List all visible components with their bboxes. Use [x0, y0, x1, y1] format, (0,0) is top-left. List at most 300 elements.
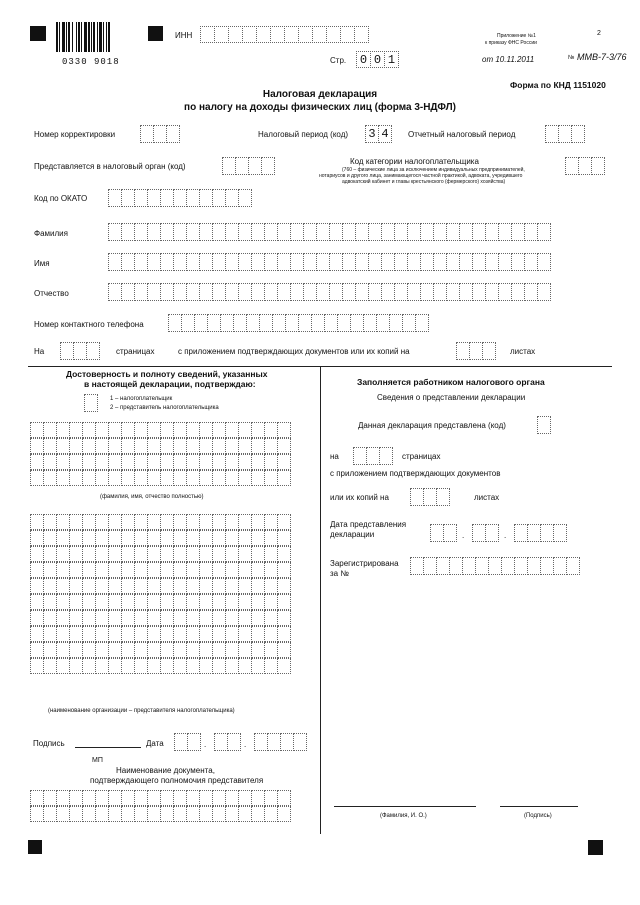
input-cell: [160, 223, 174, 241]
pages-count-cells[interactable]: [60, 342, 99, 360]
input-cell: [472, 223, 486, 241]
barcode-bar: [68, 22, 70, 52]
input-cell: [147, 514, 161, 530]
submission-year-cells[interactable]: [514, 524, 566, 542]
input-cell: [251, 514, 265, 530]
input-cell: [251, 578, 265, 594]
input-cell: [342, 253, 356, 271]
input-cell: [199, 283, 213, 301]
input-cell: [43, 790, 57, 806]
input-cell: [95, 806, 109, 822]
input-cell: [69, 626, 83, 642]
input-cell: [277, 454, 291, 470]
input-cell: [121, 470, 135, 486]
input-cell: [108, 546, 122, 562]
input-cell: [168, 314, 182, 332]
input-cell: [199, 610, 213, 626]
input-cell: [160, 578, 174, 594]
input-cell: [420, 253, 434, 271]
input-cell: [251, 642, 265, 658]
input-cell: [207, 314, 221, 332]
input-cell: [108, 189, 122, 207]
surname-cells[interactable]: [108, 223, 550, 241]
tax-period-cells[interactable]: [365, 125, 391, 143]
input-cell: [134, 790, 148, 806]
input-cell: [69, 578, 83, 594]
doc-line1: Наименование документа,: [116, 766, 215, 775]
input-cell: [30, 422, 44, 438]
input-cell: [160, 658, 174, 674]
reporting-period-cells[interactable]: [545, 125, 584, 143]
input-cell: [498, 283, 512, 301]
input-cell: [311, 314, 325, 332]
submitted-code-cells[interactable]: [537, 416, 550, 434]
input-cell: [225, 610, 239, 626]
input-cell: [147, 546, 161, 562]
input-cell: [43, 562, 57, 578]
annex-page: 2: [597, 30, 601, 37]
submitted-label: Данная декларация представлена (код): [358, 421, 506, 430]
input-cell: [121, 790, 135, 806]
input-cell: [56, 422, 70, 438]
input-cell: [56, 470, 70, 486]
tax-period-digit: 3: [365, 125, 379, 143]
authority-fio-caption: (Фамилия, И. О.): [380, 813, 427, 819]
input-cell: [95, 610, 109, 626]
submission-day-cells[interactable]: [430, 524, 456, 542]
right-pages-cells[interactable]: [353, 447, 392, 465]
input-cell: [251, 530, 265, 546]
okato-cells[interactable]: [108, 189, 251, 207]
input-cell: [433, 253, 447, 271]
grid-row: [30, 658, 290, 672]
input-cell: [95, 546, 109, 562]
input-cell: [134, 658, 148, 674]
input-cell: [82, 806, 96, 822]
attachments-label: с приложением подтверждающих документов или их копий на: [178, 347, 410, 356]
input-cell: [233, 314, 247, 332]
page-digit: 1: [384, 51, 399, 68]
date-year-cells[interactable]: [254, 733, 306, 751]
barcode-bar: [88, 22, 90, 52]
input-cell: [30, 438, 44, 454]
barcode-bar: [78, 22, 80, 52]
input-cell: [277, 610, 291, 626]
submission-date-label: Дата представления: [330, 520, 407, 529]
input-cell: [82, 578, 96, 594]
input-cell: [285, 314, 299, 332]
input-cell: [246, 314, 260, 332]
date-day-cells[interactable]: [174, 733, 200, 751]
name-cells[interactable]: [108, 253, 550, 271]
input-cell: [30, 790, 44, 806]
input-cell: [251, 422, 265, 438]
input-cell: [537, 283, 551, 301]
input-cell: [225, 578, 239, 594]
input-cell: [43, 578, 57, 594]
input-cell: [173, 253, 187, 271]
input-cell: [82, 454, 96, 470]
input-cell: [329, 283, 343, 301]
input-cell: [43, 594, 57, 610]
grid-row: [30, 578, 290, 592]
input-cell: [186, 546, 200, 562]
mp-label: МП: [92, 757, 103, 764]
page-digit: 0: [370, 51, 385, 68]
input-cell: [69, 454, 83, 470]
input-cell: [199, 530, 213, 546]
input-cell: [173, 642, 187, 658]
input-cell: [381, 253, 395, 271]
input-cell: [69, 530, 83, 546]
input-cell: [147, 562, 161, 578]
sheets-count-cells[interactable]: [456, 342, 495, 360]
input-cell: [212, 223, 226, 241]
input-cell: [173, 470, 187, 486]
barcode-bar: [99, 22, 102, 52]
input-cell: [537, 253, 551, 271]
input-cell: [108, 594, 122, 610]
doc-line2: подтверждающего полномочия представителя: [90, 776, 264, 785]
authority-fio-line[interactable]: [334, 806, 476, 807]
input-cell: [95, 530, 109, 546]
input-cell: [394, 223, 408, 241]
signature-line[interactable]: [75, 747, 141, 748]
input-cell: [121, 562, 135, 578]
input-cell: [277, 578, 291, 594]
input-cell: [251, 253, 265, 271]
input-cell: [173, 658, 187, 674]
input-cell: [186, 642, 200, 658]
input-cell: [459, 283, 473, 301]
input-cell: [212, 610, 226, 626]
input-cell: [134, 562, 148, 578]
grid-row: [30, 806, 290, 820]
input-cell: [147, 189, 161, 207]
input-cell: [251, 658, 265, 674]
phone-label: Номер контактного телефона: [34, 320, 144, 329]
correction-label: Номер корректировки: [34, 130, 116, 139]
input-cell: [389, 314, 403, 332]
input-cell: [462, 557, 476, 575]
input-cell: [303, 253, 317, 271]
input-cell: [264, 610, 278, 626]
input-cell: [368, 253, 382, 271]
authority-signature-line[interactable]: [500, 806, 578, 807]
taxpayer-category-note: (760 – физические лица за исключением индивидуальных предпринимателей,: [342, 167, 525, 173]
input-cell: [56, 438, 70, 454]
input-cell: [277, 283, 291, 301]
inn-cells[interactable]: [200, 26, 368, 43]
input-cell: [485, 283, 499, 301]
input-cell: [56, 562, 70, 578]
input-cell: [446, 283, 460, 301]
input-cell: [415, 314, 429, 332]
input-cell: [160, 594, 174, 610]
input-cell: [212, 658, 226, 674]
patronymic-cells[interactable]: [108, 283, 550, 301]
correction-cells[interactable]: [140, 125, 179, 143]
input-cell: [199, 189, 213, 207]
input-cell: [186, 470, 200, 486]
input-cell: [186, 626, 200, 642]
input-cell: [238, 223, 252, 241]
input-cell: [160, 189, 174, 207]
input-cell: [225, 438, 239, 454]
org-caption: (наименование организации – представителя налогоплательщика): [48, 708, 235, 714]
submission-month-cells[interactable]: [472, 524, 498, 542]
input-cell: [147, 790, 161, 806]
input-cell: [511, 283, 525, 301]
input-cell: [394, 253, 408, 271]
page-number-cells[interactable]: [356, 51, 398, 68]
input-cell: [407, 283, 421, 301]
input-cell: [264, 642, 278, 658]
input-cell: [95, 642, 109, 658]
representative-org-grid[interactable]: [30, 514, 290, 674]
grid-row: [30, 514, 290, 528]
input-cell: [368, 283, 382, 301]
signer-type-cell[interactable]: [84, 394, 97, 412]
input-cell: [225, 223, 239, 241]
input-cell: [264, 658, 278, 674]
input-cell: [199, 422, 213, 438]
input-cell: [199, 546, 213, 562]
input-cell: [337, 314, 351, 332]
barcode-bar: [76, 22, 77, 52]
input-cell: [212, 530, 226, 546]
input-cell: [329, 223, 343, 241]
input-cell: [43, 658, 57, 674]
input-cell: [277, 223, 291, 241]
input-cell: [407, 223, 421, 241]
input-cell: [173, 422, 187, 438]
name-label: Имя: [34, 259, 50, 268]
barcode-number: 0330 9018: [62, 57, 120, 67]
input-cell: [69, 546, 83, 562]
input-cell: [160, 283, 174, 301]
input-cell: [212, 283, 226, 301]
input-cell: [225, 594, 239, 610]
input-cell: [82, 790, 96, 806]
input-cell: [121, 806, 135, 822]
input-cell: [433, 283, 447, 301]
input-cell: [30, 610, 44, 626]
order-date: от 10.11.2011: [482, 55, 535, 64]
input-cell: [277, 514, 291, 530]
date-month-cells[interactable]: [214, 733, 240, 751]
input-cell: [277, 253, 291, 271]
registration-number-cells[interactable]: [410, 557, 579, 575]
input-cell: [498, 253, 512, 271]
input-cell: [30, 454, 44, 470]
input-cell: [264, 578, 278, 594]
input-cell: [95, 438, 109, 454]
input-cell: [290, 283, 304, 301]
input-cell: [134, 189, 148, 207]
input-cell: [43, 626, 57, 642]
input-cell: [238, 253, 252, 271]
annex-line1: Приложение №1: [497, 33, 536, 39]
representative-fio-grid[interactable]: [30, 422, 290, 486]
input-cell: [277, 806, 291, 822]
input-cell: [527, 557, 541, 575]
input-cell: [160, 253, 174, 271]
input-cell: [147, 578, 161, 594]
input-cell: [56, 610, 70, 626]
barcode: [56, 22, 136, 54]
input-cell: [316, 253, 330, 271]
barcode-bar: [62, 22, 65, 52]
input-cell: [121, 454, 135, 470]
input-cell: [303, 223, 317, 241]
input-cell: [134, 438, 148, 454]
input-cell: [524, 253, 538, 271]
input-cell: [56, 594, 70, 610]
input-cell: [277, 422, 291, 438]
input-cell: [82, 470, 96, 486]
input-cell: [186, 610, 200, 626]
input-cell: [238, 610, 252, 626]
input-cell: [173, 454, 187, 470]
input-cell: [160, 470, 174, 486]
input-cell: [95, 470, 109, 486]
input-cell: [251, 790, 265, 806]
input-cell: [251, 546, 265, 562]
input-cell: [225, 642, 239, 658]
input-cell: [43, 806, 57, 822]
input-cell: [212, 422, 226, 438]
input-cell: [199, 223, 213, 241]
input-cell: [121, 438, 135, 454]
input-cell: [259, 314, 273, 332]
input-cell: [355, 223, 369, 241]
input-cell: [173, 438, 187, 454]
authority-document-grid[interactable]: [30, 790, 290, 822]
input-cell: [134, 610, 148, 626]
input-cell: [277, 790, 291, 806]
taxpayer-category-note: адвокатский кабинет и главы крестьянского (фермерского) хозяйства): [342, 179, 506, 185]
grid-row: [30, 422, 290, 436]
input-cell: [540, 557, 554, 575]
input-cell: [56, 790, 70, 806]
tax-period-digit: 4: [378, 125, 392, 143]
input-cell: [225, 790, 239, 806]
grid-row: [30, 530, 290, 544]
input-cell: [173, 562, 187, 578]
corner-marker-top-right: [148, 26, 163, 41]
input-cell: [173, 223, 187, 241]
input-cell: [199, 806, 213, 822]
input-cell: [147, 610, 161, 626]
input-cell: [108, 626, 122, 642]
input-cell: [238, 189, 252, 207]
input-cell: [212, 546, 226, 562]
right-sheets-cells[interactable]: [410, 488, 449, 506]
confirm-line1: Достоверность и полноту сведений, указанных: [66, 369, 268, 379]
input-cell: [121, 514, 135, 530]
input-cell: [160, 546, 174, 562]
input-cell: [251, 454, 265, 470]
input-cell: [199, 578, 213, 594]
form-code: Форма по КНД 1151020: [510, 80, 606, 90]
input-cell: [108, 658, 122, 674]
input-cell: [186, 438, 200, 454]
input-cell: [225, 530, 239, 546]
input-cell: [238, 562, 252, 578]
input-cell: [56, 530, 70, 546]
input-cell: [121, 610, 135, 626]
input-cell: [43, 610, 57, 626]
input-cell: [82, 642, 96, 658]
input-cell: [56, 546, 70, 562]
input-cell: [160, 438, 174, 454]
date-separator-dot: .: [462, 531, 465, 540]
barcode-bar: [93, 22, 95, 52]
input-cell: [134, 626, 148, 642]
phone-cells[interactable]: [168, 314, 428, 332]
grid-row: [30, 438, 290, 452]
input-cell: [121, 642, 135, 658]
input-cell: [394, 283, 408, 301]
right-on-label: на: [330, 452, 339, 461]
input-cell: [316, 223, 330, 241]
input-cell: [199, 454, 213, 470]
grid-row: [30, 562, 290, 576]
input-cell: [511, 253, 525, 271]
input-cell: [238, 594, 252, 610]
input-cell: [69, 562, 83, 578]
input-cell: [147, 806, 161, 822]
barcode-bar: [72, 22, 73, 52]
input-cell: [350, 314, 364, 332]
right-sheets-label: листах: [474, 493, 500, 502]
input-cell: [82, 422, 96, 438]
taxpayer-category-cells[interactable]: [565, 157, 604, 175]
input-cell: [173, 578, 187, 594]
input-cell: [186, 514, 200, 530]
input-cell: [108, 470, 122, 486]
tax-authority-cells[interactable]: [222, 157, 274, 175]
input-cell: [238, 283, 252, 301]
input-cell: [472, 253, 486, 271]
input-cell: [108, 610, 122, 626]
section-divider-vertical: [320, 366, 321, 834]
input-cell: [212, 626, 226, 642]
input-cell: [69, 790, 83, 806]
input-cell: [69, 806, 83, 822]
barcode-bar: [106, 22, 107, 52]
input-cell: [108, 514, 122, 530]
input-cell: [238, 642, 252, 658]
input-cell: [108, 642, 122, 658]
input-cell: [108, 578, 122, 594]
input-cell: [147, 642, 161, 658]
input-cell: [238, 438, 252, 454]
input-cell: [173, 610, 187, 626]
input-cell: [446, 223, 460, 241]
input-cell: [485, 223, 499, 241]
input-cell: [303, 283, 317, 301]
input-cell: [363, 314, 377, 332]
input-cell: [95, 578, 109, 594]
input-cell: [199, 514, 213, 530]
input-cell: [225, 514, 239, 530]
input-cell: [121, 223, 135, 241]
input-cell: [43, 546, 57, 562]
input-cell: [160, 422, 174, 438]
signer-option-1: 1 – налогоплательщик: [110, 396, 173, 402]
